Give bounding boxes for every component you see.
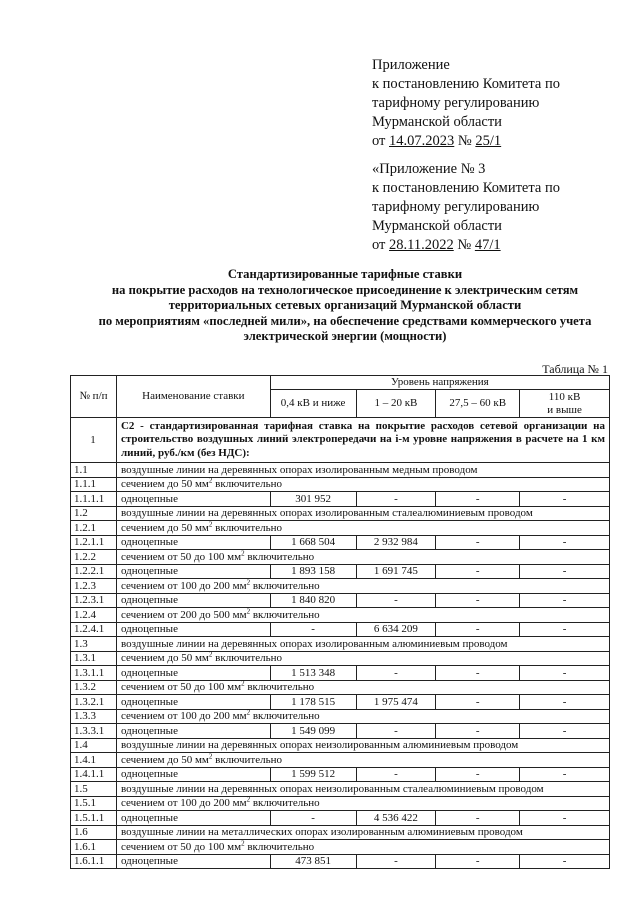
superscript: 2 [246,708,251,717]
row-number: 1.6 [71,825,117,840]
document-title [60,267,630,345]
rate-value-voltage-1: 473 851 [270,854,356,869]
col-header-voltage-3: 27,5 – 60 кВ [436,390,520,418]
superscript: 2 [208,519,213,528]
row-number: 1.3.1.1 [71,666,117,681]
rate-value-voltage-2: - [356,492,436,507]
table-row [71,767,610,782]
col-header-name: Наименование ставки [116,376,270,418]
rate-value-voltage-1: 1 840 820 [270,593,356,608]
description-text: сечением от 100 до 200 мм [120,710,247,722]
rate-value-voltage-1: 1 599 512 [270,767,356,782]
table-row [71,709,610,724]
rate-c2-description: С2 - стандартизированная тарифная ставка на покрытие расходов сетевой организации на строительство воздушных линий электропередачи на i-м уровне напряжения в расчете на 1 км линий, руб./км (без НДС): [116,418,609,463]
col-header-voltage-2: 1 – 20 кВ [356,390,436,418]
superscript: 2 [241,838,245,847]
row-number: 1.2 [71,506,117,521]
rate-value-voltage-1: 1 668 504 [270,535,356,550]
row-description [116,651,609,666]
description-text: сечением от 100 до 200 мм [120,797,247,809]
rate-value-voltage-3: - [436,564,520,579]
row-number: 1.1 [71,463,117,478]
row-number: 1.2.1 [71,521,117,536]
row-description [116,709,609,724]
col-header-voltage-1: 0,4 кВ и ниже [270,390,356,418]
number-sign: № [454,133,476,149]
description-text: одноцепные [120,724,178,737]
description-text: сечением от 50 до 100 мм [120,840,242,853]
rate-value-voltage-1: - [270,622,356,637]
appendix-header [372,160,560,255]
table-row [71,521,610,536]
description-tail: включительно [212,753,282,766]
rate-value-voltage-2: - [356,593,436,608]
superscript: 2 [246,795,251,804]
description-tail: включительно [250,608,320,621]
row-description [116,738,609,753]
table-row [71,506,610,521]
header-line: тарифному регулированию [372,199,540,215]
table-row [71,724,610,739]
row-number: 1.6.1 [71,840,117,855]
description-text: воздушные линии на деревянных опорах неизолированным сталеалюминиевым проводом [120,782,544,795]
rate-value-voltage-2: - [356,724,436,739]
description-text: сечением от 50 до 100 мм [120,550,242,563]
row-number: 1.1.1 [71,477,117,492]
row-number: 1.4 [71,738,117,753]
rate-value-voltage-4: - [520,767,610,782]
col-header-voltage-4 [520,390,610,418]
rate-value-voltage-4: - [520,854,610,869]
rate-value-voltage-2: - [356,767,436,782]
description-tail: включительно [212,521,282,534]
rate-value-voltage-4: - [520,695,610,710]
title-line: на покрытие расходов на технологическое присоединение к электрическим сетям [111,282,579,297]
rate-value-voltage-2: 4 536 422 [356,811,436,826]
header-line: «Приложение № 3 [372,161,486,177]
row-description [116,637,609,652]
row-number: 1.5.1.1 [71,811,117,826]
table-row [71,637,610,652]
row-description [116,695,270,710]
voltage-4-line1: 110 кВ [548,391,581,403]
title-line: по мероприятиям «последней мили», на обеспечение средствами коммерческого учета [98,313,592,328]
description-text: одноцепные [120,623,178,635]
table-row [71,550,610,565]
row-number: 1.3.1 [71,651,117,666]
row-description [116,521,609,536]
rate-value-voltage-4: - [520,724,610,739]
row-number: 1.2.2.1 [71,564,117,579]
rate-value-voltage-2: 2 932 984 [356,535,436,550]
table-row [71,535,610,550]
table-row [71,695,610,710]
description-text: сечением от 200 до 500 мм [120,608,247,621]
rate-value-voltage-1: 1 178 515 [270,695,356,710]
description-text: воздушные линии на металлических опорах изолированным алюминиевым проводом [120,826,523,838]
col-header-number: № п/п [71,376,117,418]
table-row [71,753,610,768]
superscript: 2 [241,548,245,557]
description-text: одноцепные [120,811,178,824]
row-description [116,854,270,869]
rate-value-voltage-1: 1 513 348 [270,666,356,681]
rate-value-voltage-1: 1 549 099 [270,724,356,739]
table-row [71,463,610,478]
superscript: 2 [241,679,245,688]
row-description [116,666,270,681]
row-number: 1.2.4.1 [71,622,117,637]
row-description [116,767,270,782]
row-number: 1.2.1.1 [71,535,117,550]
rate-value-voltage-4: - [520,811,610,826]
rate-value-voltage-3: - [436,854,520,869]
rate-value-voltage-1: - [270,811,356,826]
title-line: электрической энергии (мощности) [243,329,447,343]
row-description [116,535,270,550]
description-tail: включительно [250,797,320,809]
header-line: тарифному регулированию [372,95,540,111]
table-row [71,854,610,869]
description-text: одноцепные [120,695,178,708]
rate-value-voltage-3: - [436,724,520,739]
row-description [116,477,609,492]
table-row [71,593,610,608]
date-prefix: от [372,237,390,253]
row-number: 1.5.1 [71,796,117,811]
rate-value-voltage-3: - [436,622,520,637]
decree-number: 47/1 [474,237,501,253]
row-number: 1.1.1.1 [71,492,117,507]
row-description [116,579,609,594]
description-tail: включительно [212,652,282,664]
row-description [116,492,270,507]
row-description [116,593,270,608]
row-number: 1.3.2 [71,680,117,695]
description-text: одноцепные [120,565,178,577]
table-row [71,477,610,492]
rate-value-voltage-3: - [436,695,520,710]
rate-value-voltage-1: 1 893 158 [270,564,356,579]
table-row [71,825,610,840]
table-row [71,651,610,666]
rate-value-voltage-2: 1 691 745 [356,564,436,579]
rate-value-voltage-3: - [436,593,520,608]
row-number: 1.2.2 [71,550,117,565]
row-description [116,506,609,521]
description-tail: включительно [212,478,282,490]
table-row [71,492,610,507]
rate-value-voltage-4: - [520,622,610,637]
header-date-line [372,236,560,255]
row-number: 1.6.1.1 [71,854,117,869]
superscript: 2 [208,650,213,659]
row-description [116,796,609,811]
row-description [116,550,609,565]
row-description [116,564,270,579]
rate-value-voltage-4: - [520,666,610,681]
decree-number: 25/1 [475,133,502,149]
superscript: 2 [246,606,251,615]
row-description [116,680,609,695]
rate-value-voltage-3: - [436,811,520,826]
table-row [71,564,610,579]
superscript: 2 [208,476,213,485]
description-text: одноцепные [120,768,178,780]
table-row [71,608,610,623]
rate-value-voltage-3: - [436,666,520,681]
row-description [116,825,609,840]
rate-value-voltage-2: 6 634 209 [356,622,436,637]
row-number: 1.4.1.1 [71,767,117,782]
row-number: 1.3 [71,637,117,652]
description-tail: включительно [244,681,315,693]
description-text: сечением от 50 до 100 мм [120,681,242,693]
description-text: одноцепные [120,666,178,679]
decree-date: 14.07.2023 [389,133,455,149]
superscript: 2 [208,751,213,760]
rates-table [70,375,610,869]
description-text: воздушные линии на деревянных опорах изолированным алюминиевым проводом [120,637,508,650]
description-tail: включительно [250,710,320,722]
table-row [71,738,610,753]
rate-value-voltage-1: 301 952 [270,492,356,507]
row-description [116,840,609,855]
description-text: одноцепные [120,536,178,548]
description-text: одноцепные [120,492,178,505]
table-body [71,418,610,869]
row-description [116,622,270,637]
row-description [116,608,609,623]
row-number: 1.3.2.1 [71,695,117,710]
description-text: воздушные линии на деревянных опорах изолированным сталеалюминиевым проводом [120,507,533,519]
row-description [116,463,609,478]
title-line: территориальных сетевых организаций Мурманской области [168,298,522,312]
title-line: Стандартизированные тарифные ставки [227,267,463,281]
header-line: Мурманской области [372,114,502,130]
header-line: Приложение [372,57,450,73]
number-sign: № [453,237,475,253]
table-row [71,796,610,811]
superscript: 2 [246,577,251,586]
rate-value-voltage-2: - [356,666,436,681]
description-tail: включительно [250,579,320,592]
rate-value-voltage-4: - [520,535,610,550]
approval-header [372,56,560,151]
row-description [116,724,270,739]
row-description [116,811,270,826]
rate-value-voltage-4: - [520,593,610,608]
description-text: сечением до 50 мм [120,521,209,534]
description-text: сечением от 100 до 200 мм [120,579,247,592]
table-row [71,840,610,855]
rate-value-voltage-3: - [436,492,520,507]
row-description [116,782,609,797]
table-row [71,811,610,826]
description-tail: включительно [244,550,315,563]
table-label: Таблица № 1 [542,362,608,376]
table-row [71,680,610,695]
description-text: одноцепные [120,594,178,606]
rate-value-voltage-4: - [520,564,610,579]
table-row [71,622,610,637]
row-number: 1 [71,418,117,463]
row-number: 1.4.1 [71,753,117,768]
row-number: 1.2.4 [71,608,117,623]
header-line: к постановлению Комитета по [372,180,560,196]
description-text: воздушные линии на деревянных опорах неизолированным алюминиевым проводом [120,739,519,751]
row-number: 1.2.3.1 [71,593,117,608]
description-text: сечением до 50 мм [120,652,209,664]
description-text: воздушные линии на деревянных опорах изолированным медным проводом [120,463,478,476]
header-date-line [372,132,560,151]
voltage-4-line2: и выше [547,403,582,416]
date-prefix: от [372,133,390,149]
decree-date: 28.11.2022 [389,237,454,253]
rate-value-voltage-2: 1 975 474 [356,695,436,710]
description-text: одноцепные [120,855,178,867]
table-row [71,782,610,797]
table-row [71,666,610,681]
table-row [71,579,610,594]
col-header-voltage-group: Уровень напряжения [270,376,609,390]
header-line: Мурманской области [372,218,502,234]
description-text: сечением до 50 мм [120,478,209,490]
rate-value-voltage-2: - [356,854,436,869]
header-line: к постановлению Комитета по [372,76,560,92]
rate-value-voltage-3: - [436,767,520,782]
row-number: 1.3.3.1 [71,724,117,739]
row-number: 1.3.3 [71,709,117,724]
rate-value-voltage-3: - [436,535,520,550]
rate-value-voltage-4: - [520,492,610,507]
description-text: сечением до 50 мм [120,753,209,766]
row-number: 1.5 [71,782,117,797]
row-description [116,753,609,768]
description-tail: включительно [244,840,315,853]
row-number: 1.2.3 [71,579,117,594]
